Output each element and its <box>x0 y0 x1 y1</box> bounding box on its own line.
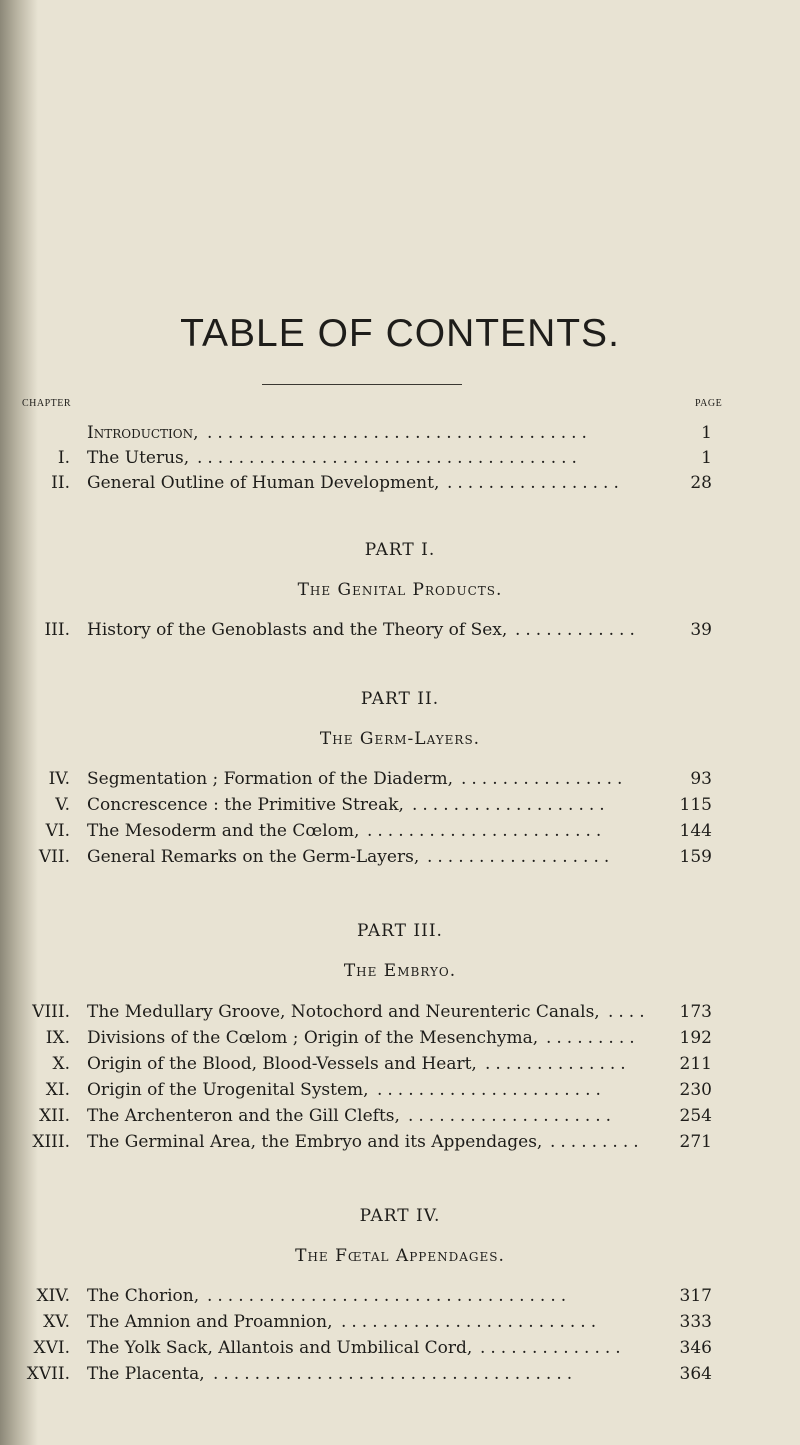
dot-leader: .................... <box>408 1106 617 1126</box>
chapter-title: Divisions of the Cœlom ; Origin of the Mesenchyma, <box>87 1028 539 1048</box>
toc-entry[interactable] <box>0 1026 800 1050</box>
chapter-title: The Yolk Sack, Allantois and Umbilical Cord, <box>87 1338 473 1358</box>
page-number: 211 <box>679 1054 712 1074</box>
toc-entry[interactable] <box>0 845 800 869</box>
dot-leader: ..................................... <box>207 423 592 443</box>
chapter-title: Segmentation ; Formation of the Diaderm, <box>87 769 453 789</box>
dot-leader: ................................... <box>213 1364 578 1384</box>
chapter-number: XIII. <box>32 1132 70 1152</box>
dot-leader: ................. <box>447 473 624 493</box>
page-number: 28 <box>690 473 712 493</box>
chapter-number: VII. <box>38 847 70 867</box>
dot-leader: ..................................... <box>197 448 582 468</box>
dot-leader: ............ <box>515 620 640 640</box>
chapter-title: General Outline of Human Development, <box>87 473 440 493</box>
toc-entry[interactable] <box>0 471 800 495</box>
dot-leader: ......................... <box>341 1312 602 1332</box>
chapter-title: Introduction, <box>87 423 199 443</box>
page-number: 115 <box>679 795 712 815</box>
chapter-number: III. <box>44 620 70 640</box>
chapter-column-header: CHAPTER <box>22 398 72 409</box>
toc-entry[interactable] <box>0 1310 800 1334</box>
chapter-title: The Archenteron and the Gill Clefts, <box>87 1106 400 1126</box>
chapter-title: Origin of the Urogenital System, <box>87 1080 369 1100</box>
part-heading: PART II. <box>360 689 440 709</box>
chapter-title: General Remarks on the Germ-Layers, <box>87 847 420 867</box>
page-number: 1 <box>701 448 712 468</box>
chapter-title: The Germinal Area, the Embryo and its Appendages, <box>87 1132 543 1152</box>
dot-leader: ................ <box>461 769 628 789</box>
dot-leader: ....................... <box>367 821 607 841</box>
chapter-number: VI. <box>45 821 70 841</box>
page-number: 159 <box>679 847 712 867</box>
chapter-number: II. <box>51 473 70 493</box>
toc-entry[interactable] <box>0 1130 800 1154</box>
chapter-title: The Medullary Groove, Notochord and Neurenteric Canals, <box>87 1002 600 1022</box>
page-edge-shadow <box>0 0 38 1445</box>
page-number: 317 <box>679 1286 712 1306</box>
part-subtitle: The Embryo. <box>343 961 457 981</box>
toc-entry[interactable] <box>0 1104 800 1128</box>
chapter-number: IV. <box>48 769 70 789</box>
chapter-number: I. <box>57 448 70 468</box>
toc-entry[interactable] <box>0 446 800 470</box>
part-heading: PART IV. <box>359 1206 441 1226</box>
chapter-number: XVII. <box>26 1364 70 1384</box>
chapter-title: The Amnion and Proamnion, <box>87 1312 333 1332</box>
part-subtitle: The Genital Products. <box>297 580 503 600</box>
toc-entry[interactable] <box>0 618 800 642</box>
dot-leader: .................. <box>427 847 615 867</box>
toc-entry[interactable] <box>0 1000 800 1024</box>
chapter-number: XVI. <box>33 1338 70 1358</box>
part-subtitle: The Germ-Layers. <box>319 729 481 749</box>
chapter-title: History of the Genoblasts and the Theory of Sex, <box>87 620 508 640</box>
toc-entry[interactable] <box>0 1052 800 1076</box>
chapter-number: X. <box>52 1054 70 1074</box>
toc-entry[interactable] <box>0 793 800 817</box>
toc-entry[interactable] <box>0 1362 800 1386</box>
chapter-number: XV. <box>43 1312 70 1332</box>
dot-leader: ......... <box>550 1132 644 1152</box>
chapter-title: Origin of the Blood, Blood-Vessels and Heart, <box>87 1054 477 1074</box>
toc-entry[interactable] <box>0 767 800 791</box>
dot-leader: .... <box>608 1002 650 1022</box>
page-number: 192 <box>679 1028 712 1048</box>
dot-leader: ................... <box>412 795 610 815</box>
chapter-title: The Chorion, <box>87 1286 200 1306</box>
toc-entry[interactable] <box>0 1284 800 1308</box>
page-number: 173 <box>679 1002 712 1022</box>
chapter-number: XII. <box>39 1106 70 1126</box>
toc-entry[interactable] <box>0 1078 800 1102</box>
page-number: 333 <box>679 1312 712 1332</box>
page-number: 144 <box>679 821 712 841</box>
chapter-number: VIII. <box>32 1002 70 1022</box>
chapter-number: V. <box>55 795 70 815</box>
chapter-number: XI. <box>45 1080 70 1100</box>
toc-entry[interactable] <box>0 1336 800 1360</box>
page-number: 364 <box>679 1364 712 1384</box>
part-subtitle: The Fœtal Appendages. <box>295 1246 505 1266</box>
chapter-title: The Uterus, <box>87 448 190 468</box>
chapter-title: Concrescence : the Primitive Streak, <box>87 795 404 815</box>
dot-leader: ......... <box>546 1028 640 1048</box>
chapter-number: XIV. <box>36 1286 70 1306</box>
toc-entry[interactable] <box>0 819 800 843</box>
dot-leader: ................................... <box>207 1286 572 1306</box>
page-column-header: PAGE <box>695 398 723 409</box>
page-number: 346 <box>679 1338 712 1358</box>
page-number: 230 <box>679 1080 712 1100</box>
page-number: 254 <box>679 1106 712 1126</box>
page-number: 271 <box>679 1132 712 1152</box>
page-number: 39 <box>690 620 712 640</box>
toc-entry-introduction[interactable] <box>0 421 800 445</box>
page-number: 93 <box>690 769 712 789</box>
chapter-number: IX. <box>45 1028 70 1048</box>
page-number: 1 <box>701 423 712 443</box>
dot-leader: .............. <box>480 1338 626 1358</box>
part-heading: PART III. <box>357 921 443 941</box>
dot-leader: ...................... <box>377 1080 606 1100</box>
chapter-title: The Mesoderm and the Cœlom, <box>87 821 360 841</box>
part-heading: PART I. <box>364 540 436 560</box>
page-title: TABLE OF CONTENTS. <box>180 312 620 355</box>
chapter-title: The Placenta, <box>87 1364 205 1384</box>
dot-leader: .............. <box>485 1054 631 1074</box>
title-rule <box>262 384 462 385</box>
